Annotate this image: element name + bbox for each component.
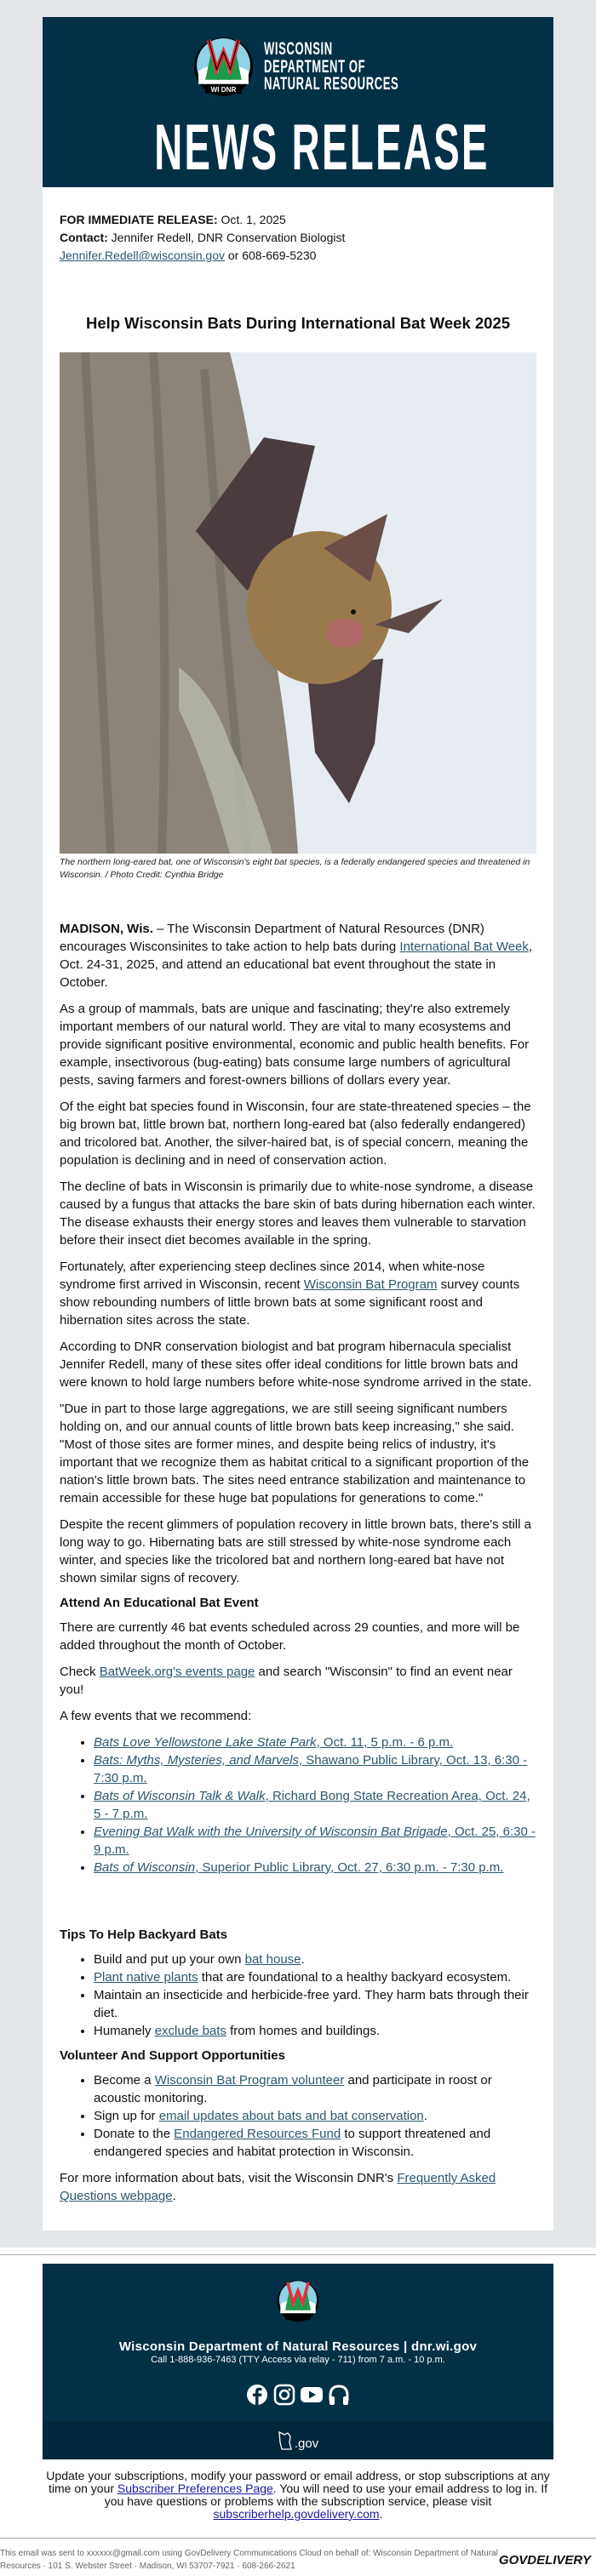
wisconsin-state-icon <box>278 2430 293 2451</box>
list-item: • Humanely exclude bats from homes and buildings. <box>94 2022 536 2040</box>
list-item <box>94 1787 536 1823</box>
volunteer-list <box>94 2071 536 2161</box>
volunteer-heading: Volunteer And Support Opportunities <box>60 2048 285 2063</box>
faq-link[interactable]: Frequently Asked Questions webpage <box>60 2171 496 2203</box>
tips-heading: Tips To Help Backyard Bats <box>60 1928 228 1942</box>
list-item: • Become a Wisconsin Bat Program volunteer and participate in roost or acoustic monitoring. <box>94 2071 536 2107</box>
subscriber-help-link[interactable]: subscriberhelp.govdelivery.com <box>213 2507 380 2521</box>
list-item: • Sign up for email updates about bats and bat conservation. <box>94 2107 536 2125</box>
events-heading: Attend An Educational Bat Event <box>60 1596 259 1610</box>
social-links <box>43 2384 553 2406</box>
page-title: Help Wisconsin Bats During International Bat Week 2025 <box>85 314 511 332</box>
event-link[interactable]: Bats of Wisconsin Talk & Walk, Richard Bong State Recreation Area, Oct. 24, 5 - 7 p.m. <box>94 1789 530 1821</box>
footer <box>43 2264 553 2459</box>
release-meta: FOR IMMEDIATE RELEASE: Oct. 1, 2025 Contact: Jennifer Redell, DNR Conservation Biologist Jennifer.Redell@wisconsin.gov or 608-669-5230 <box>60 213 346 262</box>
event-link[interactable]: Evening Bat Walk with the University of Wisconsin Bat Brigade, Oct. 25, 6:30 - 9 p.m. <box>94 1825 536 1857</box>
batweek-events-link[interactable]: BatWeek.org's events page <box>99 1665 255 1679</box>
list-item: • Build and put up your own bat house. <box>94 1951 536 1968</box>
department-name: WISCONSIN DEPARTMENT OF NATURAL RESOURCES <box>264 39 399 94</box>
endangered-resources-fund-link[interactable]: Endangered Resources Fund <box>174 2127 341 2141</box>
wisconsin-bat-program-link[interactable]: Wisconsin Bat Program <box>303 1277 438 1292</box>
news-release-banner: NEWS RELEASE <box>154 111 490 184</box>
subscriber-preferences-link[interactable]: Subscriber Preferences Page <box>117 2482 273 2495</box>
bat-house-link[interactable]: bat house <box>244 1952 301 1967</box>
wi-dnr-logo-icon <box>277 2280 319 2322</box>
youtube-icon[interactable] <box>301 2384 323 2406</box>
photo-caption: The northern long-eared bat, one of Wisconsin's eight bat species, is a federally endangered species and threatened in Wisconsin. / Photo Credit: Cynthia Bridge <box>60 857 530 880</box>
footer-title: Wisconsin Department of Natural Resources | dnr.wi.gov <box>118 2339 478 2354</box>
list-item <box>94 1734 536 1751</box>
list-item <box>94 1823 536 1859</box>
bat-photo <box>60 352 536 854</box>
exclude-bats-link[interactable]: exclude bats <box>154 2024 226 2038</box>
footer-call: Call 1-888-936-7463 (TTY Access via relay - 711) from 7 a.m. - 10 p.m. <box>151 2355 445 2365</box>
contact-email-link[interactable]: Jennifer.Redell@wisconsin.gov <box>60 248 225 262</box>
list-item <box>94 1859 536 1876</box>
wisconsin-gov-link[interactable]: .gov <box>43 2421 553 2459</box>
subscription-notice: Update your subscriptions, modify your password or email address, or stop subscriptions at any time on your Subscriber Preferences Page. You will need to use your email address to log in. If you have questions or problems with the subscription service, please visit subscriberhelp.govdelivery.com. <box>46 2469 550 2521</box>
header-banner <box>43 17 553 187</box>
volunteer-link[interactable]: Wisconsin Bat Program volunteer <box>154 2073 345 2088</box>
article-body: MADISON, Wis. – The Wisconsin Department of Natural Resources (DNR) encourages Wisconsinites to take action to help bats during International Bat Week, Oct. 24-31, 2025, and attend an educational bat event throughout the state in October. As a group of mammals, bats are unique and fascinating; they're also extremely important members of our natural world. They are vital to many ecosystems and provide significant positive environmental, economic and public health benefits. For example, insectivorous (bug-eating) bats consume large numbers of agricultural pests, saving farmers and forest-owners billions of dollars every year. Of the eight bat species found in Wisconsin, four are state-threatened species – the big brown bat, little brown bat, northern long-eared bat (also federally endangered) and tricolored bat. Another, the silver-haired bat, is of special concern, meaning the population is declining and in need of conservation action. The decline of bats in Wisconsin is primarily due to white-nose syndrome, a disease caused by a fungus that attacks the bare skin of bats during hibernation each winter. The disease exhausts their energy stores and leaves them vulnerable to starvation before their insect diet becomes available in the spring. Fortunately, after experiencing steep declines since 2014, when white-nose syndrome first arrived in Wisconsin, recent Wisconsin Bat Program survey counts show rebounding numbers of little brown bats at some significant roost and hibernation sites across the state. According to DNR conservation biologist and bat program hibernacula specialist Jennifer Redell, many of these sites offer ideal conditions for little brown bats and were known to hold large numbers before white-nose syndrome arrived in the state. "Due in part to those large aggregations, we are still seeing significant numbers holding on, and our annual counts of little brown bats keep increasing," she said. "Most of those sites are former mines, and despite being relics of industry, it's important that we recognize them as habitat critical to a significant proportion of the nation's little brown bats. The sites need entrance stabilization and maintenance to remain accessible for these huge bat populations for generations to come." Despite the recent glimmers of population recovery in little brown bats, there's still a long way to go. Hibernating bats are still stressed by white-nose syndrome each winter, and species like the tricolored bat and northern long-eared bat have not shown similar signs of recovery. Attend An Educational Bat Event There are currently 46 bat events scheduled across 29 counties, and more will be added throughout the month of October. Check BatWeek.org's events page and search "Wisconsin" to find an event near you! A few events that we recommend: • Bats Love Yellowstone Lake State Park, Oct. 11, 5 p.m. - 6 p.m. • Bats: Myths, Mysteries, and Marvels, Shawano Public Library, Oct. 13, 6:30 - 7:30 p.m. • Bats of Wisconsin Talk & Walk, Richard Bong State Recreation Area, Oct. 24, 5 - 7 p.m. • Evening Bat Walk with the University of Wisconsin Bat Brigade, Oct. 25, 6:30 - 9 p.m. • Bats of Wisconsin, Superior Public Library, Oct. 27, 6:30 p.m. - 7:30 p.m. Tips To Help Backyard Bats • Build and put up your own bat house. • Plant native plants that are foundational to a healthy backyard ecosystem. • Maintain an insecticide and herbicide-free yard. They harm bats through their diet. • Humanely exclude bats from homes and buildings. Volunteer And Support Opportunities • Become a Wisconsin Bat Program volunteer and participate in roost or acoustic monitoring. • Sign up for email updates about bats and bat conservation. • Donate to the Endangered Resources Fund to support threatened and endangered species and habitat protection in Wisconsin. For more information about bats, visit the Wisconsin DNR's Frequently Asked Questions webpage. <box>60 920 536 2205</box>
list-item <box>94 1751 536 1787</box>
news-card <box>43 17 553 2230</box>
event-link[interactable]: Bats of Wisconsin, Superior Public Library, Oct. 27, 6:30 p.m. - 7:30 p.m. <box>94 1860 504 1875</box>
international-bat-week-link[interactable]: International Bat Week <box>399 940 529 954</box>
podcast-icon[interactable] <box>328 2384 350 2406</box>
bottom-bar <box>0 2538 596 2576</box>
instagram-icon[interactable] <box>273 2384 295 2406</box>
list-item: • Plant native plants that are foundational to a healthy backyard ecosystem. <box>94 1968 536 1986</box>
list-item: • Donate to the Endangered Resources Fund to support threatened and endangered species and habitat protection in Wisconsin. <box>94 2125 536 2161</box>
svg-text:WI DNR: WI DNR <box>210 85 237 94</box>
facebook-icon[interactable] <box>246 2384 268 2406</box>
wi-dnr-logo-icon <box>193 37 254 97</box>
govdelivery-logo: GOVDELIVERY <box>498 2552 591 2567</box>
list-item: • Maintain an insecticide and herbicide-free yard. They harm bats through their diet. <box>94 1986 536 2022</box>
tips-list <box>94 1951 536 2040</box>
sent-notice: This email was sent to xxxxxx@gmail.com using GovDelivery Communications Cloud on behalf of: Wisconsin Department of Natural Resources · 101 S. Webster Street · Madison, WI 53707-7921 · 608-266-2621 <box>0 2549 498 2571</box>
event-list <box>94 1734 536 1876</box>
email-updates-link[interactable]: email updates about bats and bat conservation <box>158 2109 424 2123</box>
event-link[interactable]: Bats: Myths, Mysteries, and Marvels, Shawano Public Library, Oct. 13, 6:30 - 7:30 p.m. <box>94 1753 528 1785</box>
native-plants-link[interactable]: Plant native plants <box>94 1970 198 1985</box>
event-link[interactable]: Bats Love Yellowstone Lake State Park, Oct. 11, 5 p.m. - 6 p.m. <box>94 1735 454 1750</box>
